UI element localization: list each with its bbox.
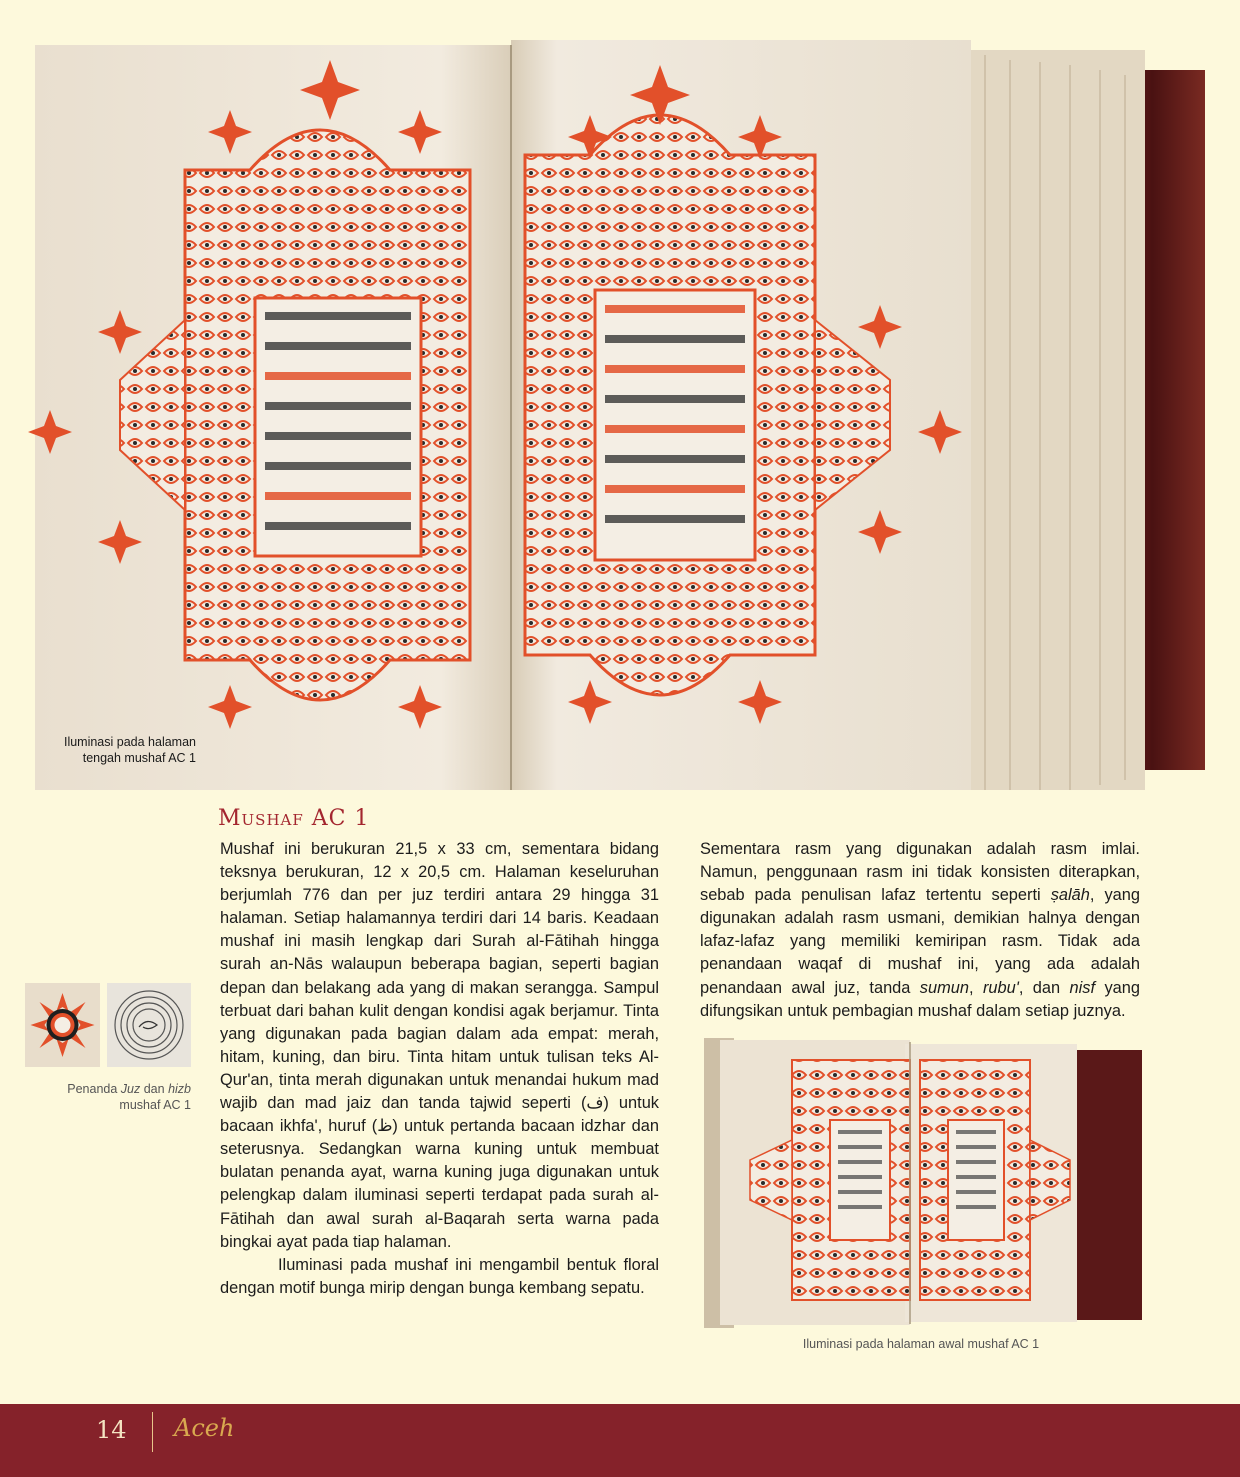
- juz-hizb-marker-thumbnails: [25, 983, 191, 1067]
- term-sumun: sumun: [919, 978, 969, 997]
- term-nisf: nisf: [1069, 978, 1096, 997]
- section-heading: Mushaf AC 1: [218, 806, 370, 831]
- main-photo-caption: [40, 734, 196, 766]
- main-caption-line2: tengah mushaf AC 1: [82, 751, 196, 765]
- right-text-column: [700, 838, 1140, 1023]
- manuscript-spread-photo: [0, 20, 1240, 790]
- page-number: 14: [96, 1416, 127, 1444]
- right-paragraph: [700, 838, 1140, 1023]
- thumb-caption-dan: dan: [140, 1082, 169, 1096]
- left-text-column: [220, 838, 659, 1300]
- right-comma: ,: [969, 978, 983, 997]
- footer-divider: [152, 1412, 153, 1452]
- right-text-a: Sementara rasm yang digunakan adalah rasm imlai. Namun, penggunaan rasm ini tidak konsisten diterapkan, sebab pada penulisan lafaz tertentu seperti: [700, 840, 1140, 905]
- left-paragraph-2: Iluminasi pada mushaf ini mengambil bentuk floral dengan motif bunga mirip dengan bunga kembang sepatu.: [220, 1255, 659, 1297]
- thumbnail-caption: [40, 1081, 191, 1113]
- term-rubu: rubu': [982, 978, 1019, 997]
- thumb-caption-juz: Juz: [120, 1082, 141, 1096]
- right-text-b: , yang digunakan adalah rasm usmani, demikian halnya dengan lafaz-lafaz yang memiliki kemiripan rasm. Tidak ada penandaan waqaf di mushaf ini, yang ada adalah penandaan awal juz, tanda: [700, 886, 1140, 997]
- right-text-end: yang difungsikan untuk pembagian mushaf dalam setiap juznya.: [700, 978, 1140, 1020]
- left-paragraph-1: Mushaf ini berukuran 21,5 x 33 cm, sementara bidang teksnya berukuran, 12 x 20,5 cm. Halaman keseluruhan berjumlah 776 dan per juz terdiri antara 29 hingga 31 halaman. Setiap halamannya terdiri dari 14 baris. Keadaan mushaf ini masih lengkap dari Surah al-Fātihah hingga surah an-Nās walaupun beberapa bagian, seperti bagian depan dan belakang ada yang di makan serangga. Sampul terbuat dari bahan kulit dengan kondisi agak berjamur. Tinta yang digunakan pada bagian dalam ada empat: merah, hitam, kuning, dan biru. Tinta hitam untuk tulisan teks Al-Qur'an, tinta merah digunakan untuk menandai hukum mad wajib dan mad jaiz dan tanda tajwid seperti (ف) untuk bacaan ikhfa', huruf (ظ) untuk pertanda bacaan idzhar dan seterusnya. Sedangkan warna kuning untuk membuat bulatan penanda ayat, warna kuning juga digunakan untuk pelengkap dalam iluminasi seperti terdapat pada surah al-Fātihah dan awal surah al-Baqarah serta warna pada bingkai ayat pada tiap halaman.: [220, 840, 659, 1251]
- small-photo-caption: Iluminasi pada halaman awal mushaf AC 1: [802, 1337, 1040, 1351]
- thumb-caption-hizb: hizb: [168, 1082, 191, 1096]
- main-caption-line1: Iluminasi pada halaman: [63, 735, 196, 749]
- thumb-caption-line2: mushaf AC 1: [119, 1098, 191, 1112]
- thumb-caption-prefix: Penanda: [67, 1082, 121, 1096]
- manuscript-first-page-photo: [700, 1030, 1142, 1330]
- thumb-caption-line1: [40, 1081, 191, 1097]
- right-and: , dan: [1018, 978, 1070, 997]
- footer-title: Aceh: [174, 1414, 235, 1442]
- term-salah: ṣalāh: [1050, 886, 1090, 905]
